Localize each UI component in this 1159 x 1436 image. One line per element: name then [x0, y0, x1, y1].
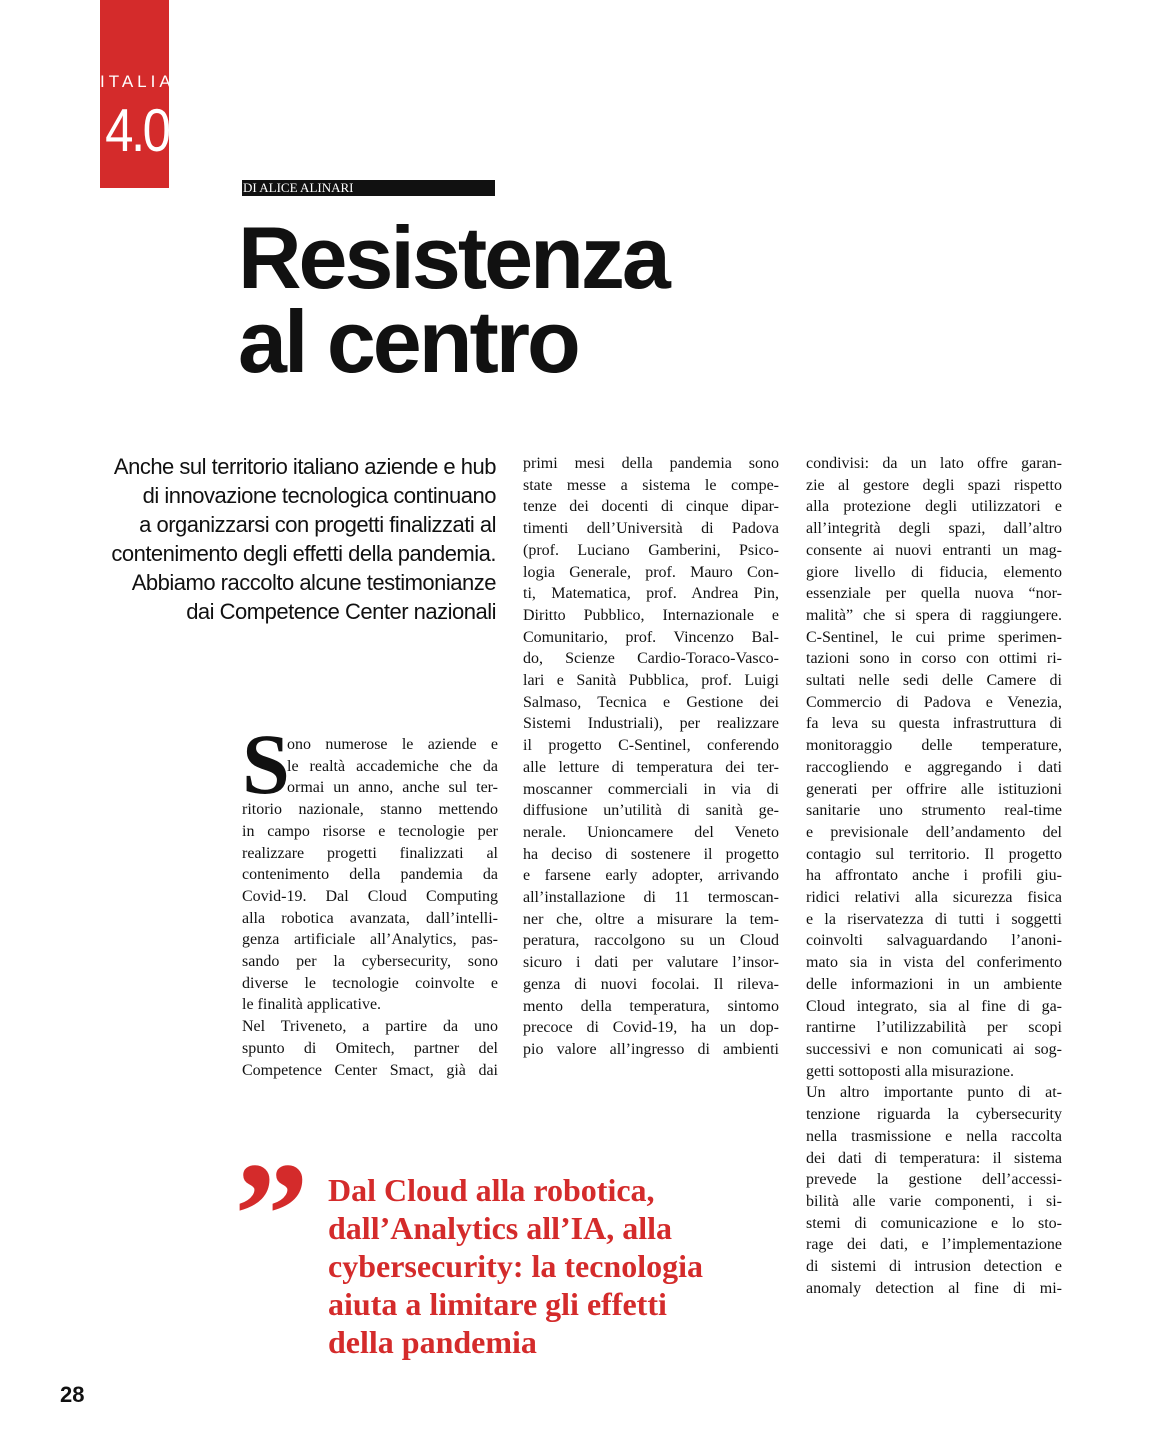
pull-quote-line: dall’Analytics all’IA, alla [328, 1210, 673, 1246]
body-line: tenzione riguarda la cybersecurity [806, 1106, 1062, 1124]
body-line: e farsene early adopter, arrivando [523, 867, 779, 885]
body-line: mato sia in vista del conferimento [806, 954, 1062, 972]
body-line: all’integrità degli spazi, dall’altro [806, 520, 1062, 538]
body-line: primi mesi della pandemia sono [523, 455, 779, 472]
body-line: all’installazione di 11 termoscan- [523, 889, 779, 907]
section-badge-number: 4.0 [105, 97, 169, 164]
body-line: Sistemi Industriali), per realizzare [523, 715, 779, 733]
body-line: ridici relativi alla sicurezza fisica [806, 889, 1062, 907]
body-line: Salmaso, Tecnica e Gestione dei [523, 693, 779, 711]
body-line: ner che, oltre a misurare la tem- [523, 910, 779, 928]
body-line: le finalità applicative. [242, 996, 382, 1014]
pull-quote [328, 1171, 778, 1361]
page-number: 28 [60, 1382, 85, 1407]
pull-quote-line: cybersecurity: la tecnologia [328, 1248, 703, 1284]
body-line: monitoraggio delle temperature, [806, 737, 1062, 755]
body-line: tenze dei docenti di cinque dipar- [523, 498, 779, 516]
body-line: giore livello di fiducia, elemento [806, 563, 1062, 581]
body-line: pio valore all’ingresso di ambienti [523, 1040, 779, 1058]
pull-quote-line: aiuta a limitare gli effetti [328, 1286, 667, 1322]
lead-line: a organizzarsi con progetti finalizzati al [139, 512, 496, 537]
article-title [238, 208, 838, 391]
body-line: lari e Sanità Pubblica, prof. Luigi [523, 672, 779, 690]
body-line: e previsionale dell’andamento del [806, 823, 1062, 841]
body-line: rantirne l’utilizzabilità per scopi [806, 1019, 1062, 1037]
body-line: nella trasmissione e nella raccolta [806, 1127, 1062, 1145]
body-line: nerale. Unioncamere del Veneto [523, 823, 779, 841]
lead-line: Anche sul territorio italiano aziende e hub [113, 454, 496, 479]
body-line: alle letture di temperatura dei ter- [523, 758, 779, 776]
body-line: (prof. Luciano Gamberini, Psico- [523, 541, 779, 559]
body-line: sanitarie uno strumento real-time [806, 802, 1062, 820]
body-line: coinvolti salvaguardando l’anoni- [806, 932, 1062, 950]
body-line: consente ai nuovi entranti un mag- [806, 541, 1062, 559]
body-line: mento della temperatura, sintomo [523, 997, 779, 1015]
body-line: realizzare progetti finalizzati al [242, 844, 498, 862]
body-line: peratura, raccolgono su un Cloud [523, 932, 779, 950]
body-line: e la riservatezza di tutti i soggetti [806, 910, 1062, 928]
body-line: stemi di comunicazione e lo sto- [806, 1214, 1062, 1232]
body-line: Commercio di Padova e Venezia, [806, 693, 1062, 711]
pull-quote-line: Dal Cloud alla robotica, [328, 1172, 655, 1208]
section-badge-label: ITALIA [100, 72, 175, 91]
body-line: dei dati di temperatura: il sistema [806, 1149, 1062, 1167]
body-line: delle informazioni in un ambiente [806, 975, 1062, 993]
body-line: Nel Triveneto, a partire da uno [242, 1018, 498, 1036]
title-line: al centro [238, 292, 578, 391]
body-line: ritorio nazionale, stanno mettendo [242, 801, 498, 819]
lead-line: Abbiamo raccolto alcune testimonianze [131, 570, 496, 595]
body-line: sultati nelle sedi delle Camere di [806, 672, 1062, 690]
body-line: Comunitario, prof. Vincenzo Bal- [523, 628, 779, 646]
body-line: Covid-19. Dal Cloud Computing [242, 887, 498, 905]
body-line: ormai un anno, anche sul ter- [287, 779, 498, 797]
body-line: getti sottoposti alla misurazione. [806, 1062, 1014, 1080]
pull-quote-line: della pandemia [328, 1324, 537, 1360]
body-line: ti, Matematica, prof. Andrea Pin, [523, 585, 779, 603]
title-line: Resistenza [238, 208, 668, 307]
body-line: contenimento della pandemia da [242, 866, 498, 884]
lead-line: di innovazione tecnologica continuano [142, 483, 496, 508]
body-line: il progetto C-Sentinel, conferendo [523, 737, 779, 755]
body-line: raccogliendo e aggregando i dati [806, 758, 1062, 776]
body-line: condivisi: da un lato offre garan- [806, 455, 1062, 472]
body-line: generati per offrire alle istituzioni [806, 780, 1062, 798]
body-line: tazioni sono in corso con ottimi ri- [806, 650, 1062, 668]
body-line: in campo risorse e tecnologie per [242, 822, 498, 840]
body-line: sando per la cybersecurity, sono [242, 953, 498, 971]
body-line: C-Sentinel, le cui prime sperimen- [806, 628, 1062, 646]
body-line: Un altro importante punto di at- [806, 1084, 1062, 1102]
lead-line: contenimento degli effetti della pandemia. [111, 541, 496, 566]
body-line: logia Generale, prof. Mauro Con- [523, 563, 779, 581]
body-line: successivi e non comunicati ai sog- [806, 1040, 1062, 1058]
body-line: genza artificiale all’Analytics, pas- [242, 931, 498, 949]
body-line: fa leva su questa infrastruttura di [806, 715, 1062, 733]
body-line: anomaly detection al fine di mi- [806, 1279, 1062, 1297]
article-lead [60, 452, 496, 626]
body-line: essenziale per quella nuova “nor- [806, 585, 1062, 603]
body-line: ha affrontato anche i profili giu- [806, 867, 1062, 885]
body-line: timenti dell’Università di Padova [523, 520, 779, 538]
quote-mark-icon: ” [234, 1132, 309, 1298]
body-line: contagio sul territorio. Il progetto [806, 845, 1062, 863]
body-column-2 [523, 453, 779, 1061]
body-line: alla protezione degli utilizzatori e [806, 498, 1062, 516]
body-line: diffusione un’utilità di sanità ge- [523, 802, 779, 820]
body-line: precoce di Covid-19, ha un dop- [523, 1019, 779, 1037]
body-line: genza di nuovi focolai. Il rileva- [523, 975, 779, 993]
body-line: ono numerose le aziende e [287, 736, 498, 753]
body-line: sicuro i dati per valutare l’insor- [523, 954, 779, 972]
body-line: Diritto Pubblico, Internazionale e [523, 606, 779, 624]
body-column-1 [242, 734, 498, 1081]
body-line: state messe a sistema le compe- [523, 476, 779, 494]
body-line: diverse le tecnologie coinvolte e [242, 974, 498, 992]
body-line: do, Scienze Cardio-Toraco-Vasco- [523, 650, 779, 668]
body-line: Competence Center Smact, già dai [242, 1061, 498, 1079]
body-line: malità” che si spera di raggiungere. [806, 606, 1062, 624]
body-line: spunto di Omitech, partner del [242, 1039, 498, 1057]
section-badge [100, 0, 175, 188]
body-line: di sistemi di intrusion detection e [806, 1258, 1062, 1276]
body-line: zie al gestore degli spazi rispetto [806, 476, 1062, 494]
body-line: alla robotica avanzata, dall’intelli- [242, 909, 498, 927]
body-line: le realtà accademiche che da [287, 757, 498, 775]
lead-line: dai Competence Center nazionali [186, 599, 496, 624]
body-line: moscanner commerciali in via di [523, 780, 779, 798]
body-column-3 [806, 453, 1062, 1299]
body-line: Cloud integrato, sia al fine di ga- [806, 997, 1062, 1015]
body-line: ha deciso di sostenere il progetto [523, 845, 779, 863]
body-line: bilità alle varie componenti, i si- [806, 1192, 1062, 1210]
body-line: rage dei dati, e l’implementazione [806, 1236, 1062, 1254]
body-line: prevede la gestione dell’accessi- [806, 1171, 1062, 1189]
author-byline: DI ALICE ALINARI [242, 180, 495, 196]
drop-cap: S [242, 716, 290, 812]
